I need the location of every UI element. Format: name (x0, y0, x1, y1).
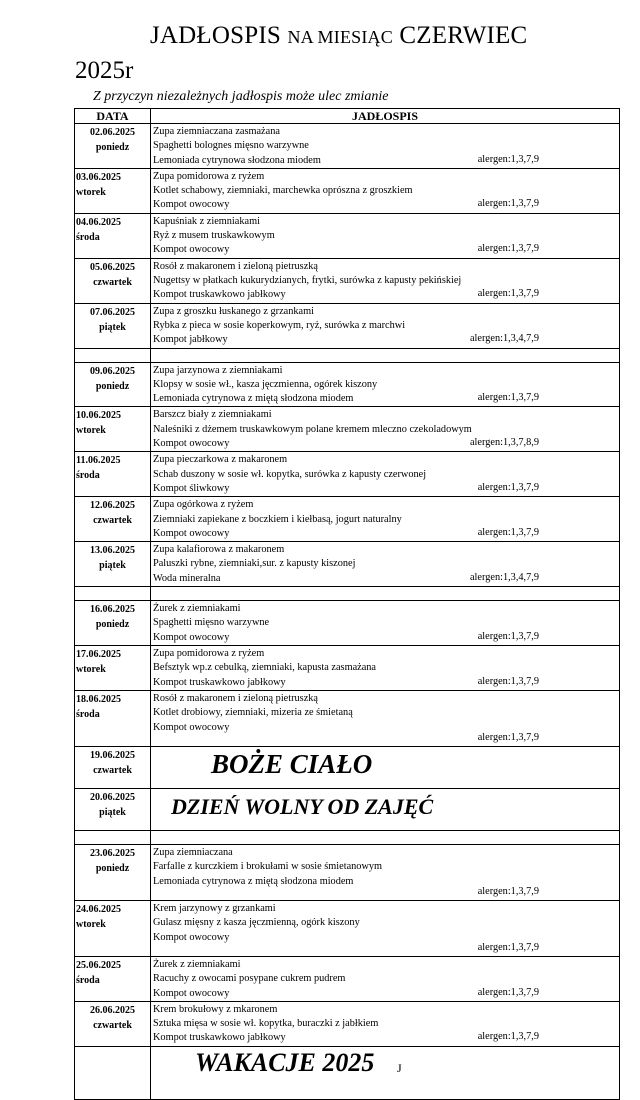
weekday-label: środa (76, 470, 100, 482)
dish-line: Kompot jabłkowy (153, 334, 228, 346)
date-label: 17.06.2025 (76, 649, 121, 661)
menu-row (75, 258, 620, 303)
date-label: 26.06.2025 (90, 1004, 135, 1016)
date-cell (75, 124, 151, 169)
dishes-cell (151, 646, 620, 691)
dishes-cell (151, 452, 620, 497)
dish-line: Racuchy z owocami posypane cukrem pudrem (153, 973, 346, 985)
menu-row (75, 124, 620, 169)
date-cell (75, 407, 151, 452)
dishes-cell (151, 844, 620, 900)
dish-line: Zupa pieczarkowa z makaronem (153, 454, 288, 466)
dishes-cell (151, 1001, 620, 1046)
date-cell (75, 362, 151, 407)
allergen-label: alergen:1,3,7,9 (477, 675, 539, 687)
date-cell (75, 258, 151, 303)
menu-row (75, 646, 620, 691)
dish-line: Krem brokułowy z mkaronem (153, 1003, 278, 1015)
week-separator-row (75, 348, 620, 362)
date-cell (75, 213, 151, 258)
column-header-date: DATA (75, 109, 151, 124)
holiday-cell (151, 788, 620, 830)
dish-line: Kompot owocowy (153, 631, 230, 643)
dish-line: Rosół z makaronem i zieloną pietruszką (153, 692, 318, 704)
dishes-cell (151, 497, 620, 542)
date-cell (75, 303, 151, 348)
date-cell (75, 690, 151, 746)
weekday-label: wtorek (76, 425, 106, 437)
dish-line: Kompot owocowy (153, 527, 230, 539)
dishes-cell (151, 690, 620, 746)
vacation-label: WAKACJE 2025 (195, 1047, 375, 1077)
weekday-label: wtorek (76, 186, 106, 198)
date-label: 09.06.2025 (90, 365, 135, 377)
menu-row (75, 362, 620, 407)
dish-line: Farfalle z kurczkiem i brokułami w sosie śmietanowym (153, 861, 383, 873)
weekday-label: piątek (99, 321, 126, 333)
dishes-cell (151, 213, 620, 258)
weekday-label: piątek (99, 806, 126, 818)
weekday-label: środa (76, 231, 100, 243)
date-label: 11.06.2025 (76, 455, 121, 467)
column-header-menu: JADŁOSPIS (151, 109, 620, 124)
weekday-label: czwartek (93, 1019, 132, 1031)
dish-line: Sztuka mięsa w sosie wł. kopytka, buraczki z jabłkiem (153, 1018, 379, 1030)
week-separator-row (75, 587, 620, 601)
table-header-row (75, 109, 620, 124)
menu-row (75, 407, 620, 452)
dish-line: Kompot owocowy (153, 438, 230, 450)
date-label: 07.06.2025 (90, 306, 135, 318)
date-cell (75, 956, 151, 1001)
dish-line: Lemoniada cytrynowa z miętą słodzona miodem (153, 393, 354, 405)
vacation-suffix: J (397, 1060, 402, 1075)
dish-line: Barszcz biały z ziemniakami (153, 409, 272, 421)
dish-line: Kotlet schabowy, ziemniaki, marchewka oprószna z groszkiem (153, 185, 413, 197)
allergen-label: alergen:1,3,7,9 (477, 941, 539, 953)
dishes-cell (151, 956, 620, 1001)
weekday-label: poniedz (95, 380, 130, 392)
date-label: 19.06.2025 (90, 749, 135, 761)
weekday-label: czwartek (93, 276, 132, 288)
allergen-label: alergen:1,3,4,7,9 (469, 571, 539, 583)
spacer-cell (151, 587, 620, 601)
dishes-cell (151, 303, 620, 348)
menu-row (75, 690, 620, 746)
menu-row (75, 497, 620, 542)
weekday-label: poniedz (95, 619, 130, 631)
allergen-label: alergen:1,3,7,9 (477, 731, 539, 743)
date-label: 24.06.2025 (76, 903, 121, 915)
menu-row (75, 168, 620, 213)
dish-line: Zupa ziemniaczana (153, 846, 233, 858)
empty-date-cell (75, 1046, 151, 1099)
allergen-label: alergen:1,3,7,9 (477, 885, 539, 897)
spacer-cell (151, 348, 620, 362)
holiday-cell (151, 746, 620, 788)
dish-line: Żurek z ziemniakami (153, 958, 241, 970)
weekday-label: czwartek (93, 515, 132, 527)
date-label: 04.06.2025 (76, 216, 121, 228)
menu-row (75, 601, 620, 646)
weekday-label: czwartek (93, 764, 132, 776)
dishes-cell (151, 407, 620, 452)
allergen-label: alergen:1,3,7,8,9 (469, 437, 539, 449)
dish-line: Woda mineralna (153, 572, 221, 584)
dish-line: Kotlet drobiowy, ziemniaki, mizeria ze śmietaną (153, 707, 353, 719)
dish-line: Rybka z pieca w sosie koperkowym, ryż, surówka z marchwi (153, 319, 406, 331)
dish-line: Zupa pomidorowa z ryżem (153, 648, 265, 660)
dish-line: Spaghetti mięsno warzywne (153, 617, 270, 629)
spacer-cell (75, 348, 151, 362)
dish-line: Gulasz mięsny z kasza jęczmienną, ogórk kiszony (153, 917, 360, 929)
dish-line: Kompot truskawkowo jabłkowy (153, 1032, 286, 1044)
spacer-cell (75, 587, 151, 601)
dish-line: Befsztyk wp.z cebulką, ziemniaki, kapusta zasmażana (153, 662, 377, 674)
date-label: 03.06.2025 (76, 171, 121, 183)
dish-line: Klopsy w sosie wł., kasza jęczmienna, ogórek kiszony (153, 378, 378, 390)
menu-table (74, 108, 620, 1100)
allergen-label: alergen:1,3,7,9 (477, 630, 539, 642)
menu-row (75, 452, 620, 497)
dishes-cell (151, 124, 620, 169)
date-cell (75, 497, 151, 542)
menu-row (75, 956, 620, 1001)
dish-line: Zupa kalafiorowa z makaronem (153, 544, 285, 556)
dish-line: Kompot owocowy (153, 721, 230, 733)
allergen-label: alergen:1,3,7,9 (477, 526, 539, 538)
vacation-cell (151, 1046, 620, 1099)
date-cell (75, 900, 151, 956)
holiday-label: DZIEŃ WOLNY OD ZAJĘĆ (171, 793, 434, 819)
date-label: 13.06.2025 (90, 545, 135, 557)
dish-line: Kompot owocowy (153, 931, 230, 943)
date-label: 23.06.2025 (90, 847, 135, 859)
dishes-cell (151, 601, 620, 646)
dish-line: Zupa z groszku łuskanego z grzankami (153, 305, 314, 317)
menu-row (75, 303, 620, 348)
date-cell (75, 646, 151, 691)
date-cell (75, 601, 151, 646)
spacer-cell (75, 830, 151, 844)
date-cell (75, 788, 151, 830)
date-cell (75, 1001, 151, 1046)
menu-row (75, 542, 620, 587)
dish-line: Paluszki rybne, ziemniaki,sur. z kapusty kiszonej (153, 558, 356, 570)
weekday-label: środa (76, 708, 100, 720)
dish-line: Nugettsy w płatkach kukurydzianych, frytki, surówka z kapusty pekińskiej (153, 274, 462, 286)
dishes-cell (151, 900, 620, 956)
dish-line: Ryż z musem truskawkowym (153, 230, 275, 242)
dishes-cell (151, 168, 620, 213)
menu-row (75, 213, 620, 258)
dish-line: Lemoniada cytrynowa słodzona miodem (153, 154, 321, 166)
menu-row (75, 788, 620, 830)
vacation-row (75, 1046, 620, 1099)
dish-line: Kompot owocowy (153, 244, 230, 256)
dish-line: Kompot owocowy (153, 199, 230, 211)
weekday-label: poniedz (95, 142, 130, 153)
weekday-label: wtorek (76, 918, 106, 930)
menu-row (75, 746, 620, 788)
dishes-cell (151, 362, 620, 407)
year-label: 2025r (75, 57, 134, 84)
week-separator-row (75, 830, 620, 844)
allergen-label: alergen:1,3,4,7,9 (469, 333, 539, 345)
dish-line: Krem jarzynowy z grzankami (153, 902, 276, 914)
dish-line: Zupa ogórkowa z ryżem (153, 499, 254, 511)
allergen-label: alergen:1,3,7,9 (477, 198, 539, 210)
date-cell (75, 168, 151, 213)
disclaimer-note: Z przyczyn niezależnych jadłospis może ulec zmianie (93, 89, 389, 104)
dish-line: Kapuśniak z ziemniakami (153, 215, 260, 227)
allergen-label: alergen:1,3,7,9 (477, 243, 539, 255)
date-label: 02.06.2025 (90, 127, 135, 138)
menu-row (75, 844, 620, 900)
allergen-label: alergen:1,3,7,9 (477, 153, 539, 165)
dish-line: Kompot truskawkowo jabłkowy (153, 676, 286, 688)
dish-line: Lemoniada cytrynowa z miętą słodzona miodem (153, 875, 354, 887)
allergen-label: alergen:1,3,7,9 (477, 1031, 539, 1043)
date-label: 10.06.2025 (76, 410, 121, 422)
dishes-cell (151, 258, 620, 303)
dish-line: Naleśniki z dżemem truskawkowym polane kremem mleczno czekoladowym (153, 423, 472, 435)
date-label: 25.06.2025 (76, 959, 121, 971)
dish-line: Spaghetti bolognes mięsno warzywne (153, 140, 309, 152)
weekday-label: piątek (99, 560, 126, 572)
dish-line: Zupa ziemniaczana zasmażana (153, 126, 280, 137)
date-label: 16.06.2025 (90, 604, 135, 616)
date-cell (75, 542, 151, 587)
dish-line: Rosół z makaronem i zieloną pietruszką (153, 260, 318, 272)
dish-line: Żurek z ziemniakami (153, 603, 241, 615)
date-cell (75, 844, 151, 900)
date-cell (75, 746, 151, 788)
dish-line: Kompot truskawkowo jabłkowy (153, 289, 286, 301)
date-label: 05.06.2025 (90, 261, 135, 273)
allergen-label: alergen:1,3,7,9 (477, 986, 539, 998)
dish-line: Schab duszony w sosie wł. kopytka, surówka z kapusty czerwonej (153, 468, 427, 480)
dish-line: Zupa pomidorowa z ryżem (153, 170, 265, 182)
menu-row (75, 900, 620, 956)
dishes-cell (151, 542, 620, 587)
weekday-label: środa (76, 974, 100, 986)
dish-line: Kompot owocowy (153, 987, 230, 999)
holiday-label: BOŻE CIAŁO (211, 748, 373, 779)
dish-line: Ziemniaki zapiekane z boczkiem i kiełbasą, jogurt naturalny (153, 513, 402, 525)
date-label: 18.06.2025 (76, 693, 121, 705)
allergen-label: alergen:1,3,7,9 (477, 288, 539, 300)
menu-row (75, 1001, 620, 1046)
date-label: 20.06.2025 (90, 791, 135, 803)
weekday-label: wtorek (76, 664, 106, 676)
allergen-label: alergen:1,3,7,9 (477, 392, 539, 404)
date-label: 12.06.2025 (90, 500, 135, 512)
weekday-label: poniedz (95, 862, 130, 874)
date-cell (75, 452, 151, 497)
spacer-cell (151, 830, 620, 844)
page-title: JADŁOSPIS NA MIESIĄC CZERWIEC (150, 22, 528, 49)
dish-line: Kompot śliwkowy (153, 482, 230, 494)
allergen-label: alergen:1,3,7,9 (477, 481, 539, 493)
dish-line: Zupa jarzynowa z ziemniakami (153, 364, 283, 376)
